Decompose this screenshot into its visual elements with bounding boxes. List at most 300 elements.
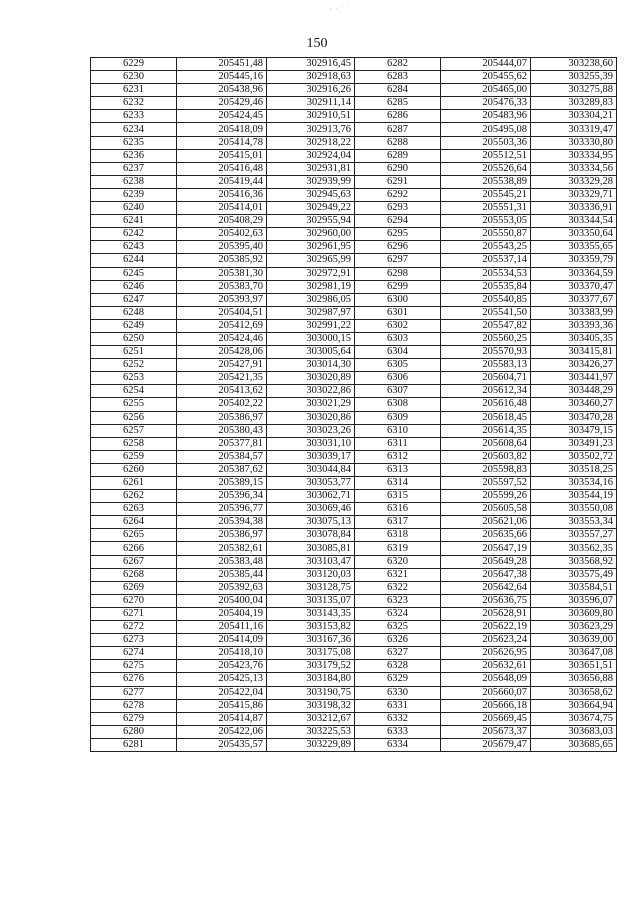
table-row (91, 136, 617, 149)
point-number-left: 6235 (91, 136, 177, 149)
point-number-right: 6332 (355, 712, 441, 725)
y-coordinate-left: 303022,86 (267, 385, 355, 398)
x-coordinate-right: 205649,28 (441, 555, 531, 568)
table-row (91, 568, 617, 581)
y-coordinate-right: 303383,99 (531, 306, 617, 319)
x-coordinate-right: 205512,51 (441, 149, 531, 162)
x-coordinate-right: 205614,35 (441, 424, 531, 437)
table-row (91, 424, 617, 437)
y-coordinate-right: 303370,47 (531, 280, 617, 293)
x-coordinate-right: 205616,48 (441, 398, 531, 411)
point-number-right: 6327 (355, 647, 441, 660)
table-row (91, 437, 617, 450)
table-row (91, 738, 617, 751)
y-coordinate-left: 302955,94 (267, 215, 355, 228)
y-coordinate-left: 303167,36 (267, 634, 355, 647)
x-coordinate-right: 205553,05 (441, 215, 531, 228)
x-coordinate-left: 205438,96 (177, 84, 267, 97)
y-coordinate-left: 302972,91 (267, 267, 355, 280)
point-number-right: 6304 (355, 346, 441, 359)
table-row (91, 188, 617, 201)
x-coordinate-left: 205435,57 (177, 738, 267, 751)
y-coordinate-right: 303460,27 (531, 398, 617, 411)
x-coordinate-left: 205413,62 (177, 385, 267, 398)
point-number-left: 6261 (91, 477, 177, 490)
table-row (91, 71, 617, 84)
y-coordinate-right: 303502,72 (531, 450, 617, 463)
y-coordinate-right: 303656,88 (531, 673, 617, 686)
point-number-left: 6250 (91, 332, 177, 345)
table-row (91, 503, 617, 516)
x-coordinate-right: 205660,07 (441, 686, 531, 699)
y-coordinate-left: 303044,84 (267, 463, 355, 476)
y-coordinate-right: 303364,59 (531, 267, 617, 280)
x-coordinate-left: 205415,01 (177, 149, 267, 162)
y-coordinate-right: 303674,75 (531, 712, 617, 725)
point-number-right: 6318 (355, 529, 441, 542)
x-coordinate-left: 205421,35 (177, 372, 267, 385)
y-coordinate-right: 303275,88 (531, 84, 617, 97)
point-number-right: 6307 (355, 385, 441, 398)
table-row (91, 215, 617, 228)
y-coordinate-right: 303544,19 (531, 490, 617, 503)
y-coordinate-left: 303190,75 (267, 686, 355, 699)
table-row (91, 346, 617, 359)
point-number-right: 6295 (355, 228, 441, 241)
y-coordinate-right: 303647,08 (531, 647, 617, 660)
table-row (91, 660, 617, 673)
x-coordinate-right: 205603,82 (441, 450, 531, 463)
point-number-left: 6272 (91, 621, 177, 634)
table-row (91, 241, 617, 254)
x-coordinate-right: 205612,34 (441, 385, 531, 398)
y-coordinate-right: 303518,25 (531, 463, 617, 476)
x-coordinate-left: 205385,92 (177, 254, 267, 267)
point-number-right: 6310 (355, 424, 441, 437)
table-row (91, 267, 617, 280)
point-number-right: 6311 (355, 437, 441, 450)
y-coordinate-right: 303584,51 (531, 581, 617, 594)
point-number-left: 6260 (91, 463, 177, 476)
point-number-left: 6270 (91, 594, 177, 607)
x-coordinate-left: 205395,40 (177, 241, 267, 254)
x-coordinate-left: 205384,57 (177, 450, 267, 463)
x-coordinate-left: 205424,46 (177, 332, 267, 345)
x-coordinate-left: 205402,63 (177, 228, 267, 241)
y-coordinate-left: 302991,22 (267, 319, 355, 332)
y-coordinate-right: 303441,97 (531, 372, 617, 385)
point-number-right: 6319 (355, 542, 441, 555)
y-coordinate-left: 303053,77 (267, 477, 355, 490)
table-row (91, 162, 617, 175)
y-coordinate-left: 303069,46 (267, 503, 355, 516)
point-number-left: 6240 (91, 202, 177, 215)
y-coordinate-right: 303557,27 (531, 529, 617, 542)
y-coordinate-left: 303103,47 (267, 555, 355, 568)
y-coordinate-left: 302965,99 (267, 254, 355, 267)
x-coordinate-right: 205608,64 (441, 437, 531, 450)
x-coordinate-left: 205429,46 (177, 97, 267, 110)
x-coordinate-left: 205414,09 (177, 634, 267, 647)
point-number-left: 6232 (91, 97, 177, 110)
x-coordinate-left: 205451,48 (177, 58, 267, 71)
point-number-left: 6242 (91, 228, 177, 241)
y-coordinate-left: 302986,05 (267, 293, 355, 306)
x-coordinate-left: 205416,48 (177, 162, 267, 175)
y-coordinate-right: 303639,00 (531, 634, 617, 647)
y-coordinate-left: 303179,52 (267, 660, 355, 673)
x-coordinate-right: 205583,13 (441, 359, 531, 372)
point-number-right: 6286 (355, 110, 441, 123)
point-number-left: 6247 (91, 293, 177, 306)
y-coordinate-right: 303491,23 (531, 437, 617, 450)
x-coordinate-left: 205381,30 (177, 267, 267, 280)
table-row (91, 712, 617, 725)
x-coordinate-left: 205404,51 (177, 306, 267, 319)
table-row (91, 542, 617, 555)
y-coordinate-left: 303135,07 (267, 594, 355, 607)
x-coordinate-left: 205418,10 (177, 647, 267, 660)
point-number-right: 6320 (355, 555, 441, 568)
x-coordinate-right: 205476,33 (441, 97, 531, 110)
y-coordinate-left: 303153,82 (267, 621, 355, 634)
x-coordinate-left: 205428,06 (177, 346, 267, 359)
point-number-left: 6280 (91, 725, 177, 738)
y-coordinate-right: 303377,67 (531, 293, 617, 306)
y-coordinate-left: 302913,76 (267, 123, 355, 136)
table-row (91, 411, 617, 424)
table-row (91, 477, 617, 490)
x-coordinate-left: 205419,44 (177, 175, 267, 188)
table-row (91, 306, 617, 319)
table-row (91, 725, 617, 738)
y-coordinate-right: 303550,08 (531, 503, 617, 516)
table-row (91, 398, 617, 411)
point-number-left: 6281 (91, 738, 177, 751)
point-number-right: 6325 (355, 621, 441, 634)
point-number-left: 6275 (91, 660, 177, 673)
point-number-right: 6331 (355, 699, 441, 712)
x-coordinate-left: 205416,36 (177, 188, 267, 201)
point-number-right: 6309 (355, 411, 441, 424)
point-number-right: 6312 (355, 450, 441, 463)
x-coordinate-right: 205628,91 (441, 607, 531, 620)
y-coordinate-right: 303596,07 (531, 594, 617, 607)
y-coordinate-right: 303562,35 (531, 542, 617, 555)
y-coordinate-left: 303143,35 (267, 607, 355, 620)
y-coordinate-left: 302939,99 (267, 175, 355, 188)
point-number-right: 6297 (355, 254, 441, 267)
y-coordinate-left: 302910,51 (267, 110, 355, 123)
x-coordinate-left: 205414,01 (177, 202, 267, 215)
point-number-right: 6330 (355, 686, 441, 699)
x-coordinate-right: 205543,25 (441, 241, 531, 254)
header-scan-mark: , . · · (330, 3, 351, 11)
point-number-right: 6321 (355, 568, 441, 581)
point-number-right: 6291 (355, 175, 441, 188)
y-coordinate-left: 303062,71 (267, 490, 355, 503)
point-number-right: 6313 (355, 463, 441, 476)
x-coordinate-left: 205414,78 (177, 136, 267, 149)
point-number-left: 6236 (91, 149, 177, 162)
y-coordinate-right: 303238,60 (531, 58, 617, 71)
y-coordinate-left: 303021,29 (267, 398, 355, 411)
coordinates-table (90, 57, 617, 752)
y-coordinate-right: 303350,64 (531, 228, 617, 241)
y-coordinate-left: 302961,95 (267, 241, 355, 254)
y-coordinate-left: 303229,89 (267, 738, 355, 751)
point-number-right: 6305 (355, 359, 441, 372)
table-row (91, 97, 617, 110)
table-row (91, 332, 617, 345)
x-coordinate-right: 205570,93 (441, 346, 531, 359)
y-coordinate-left: 302918,22 (267, 136, 355, 149)
point-number-right: 6290 (355, 162, 441, 175)
x-coordinate-left: 205380,43 (177, 424, 267, 437)
point-number-left: 6256 (91, 411, 177, 424)
x-coordinate-right: 205598,83 (441, 463, 531, 476)
y-coordinate-right: 303359,79 (531, 254, 617, 267)
x-coordinate-right: 205465,00 (441, 84, 531, 97)
point-number-left: 6265 (91, 529, 177, 542)
x-coordinate-right: 205673,37 (441, 725, 531, 738)
point-number-left: 6277 (91, 686, 177, 699)
y-coordinate-right: 303534,16 (531, 477, 617, 490)
page-number: 150 (306, 36, 328, 51)
point-number-right: 6328 (355, 660, 441, 673)
point-number-right: 6300 (355, 293, 441, 306)
x-coordinate-left: 205386,97 (177, 411, 267, 424)
x-coordinate-left: 205427,91 (177, 359, 267, 372)
point-number-right: 6292 (355, 188, 441, 201)
x-coordinate-right: 205538,89 (441, 175, 531, 188)
x-coordinate-right: 205666,18 (441, 699, 531, 712)
x-coordinate-right: 205541,50 (441, 306, 531, 319)
y-coordinate-right: 303329,28 (531, 175, 617, 188)
x-coordinate-right: 205597,52 (441, 477, 531, 490)
x-coordinate-left: 205383,70 (177, 280, 267, 293)
point-number-right: 6299 (355, 280, 441, 293)
y-coordinate-right: 303304,21 (531, 110, 617, 123)
x-coordinate-right: 205621,06 (441, 516, 531, 529)
point-number-left: 6264 (91, 516, 177, 529)
point-number-left: 6241 (91, 215, 177, 228)
x-coordinate-left: 205382,61 (177, 542, 267, 555)
point-number-right: 6322 (355, 581, 441, 594)
table-row (91, 555, 617, 568)
point-number-right: 6302 (355, 319, 441, 332)
x-coordinate-left: 205424,45 (177, 110, 267, 123)
table-row (91, 110, 617, 123)
y-coordinate-left: 302911,14 (267, 97, 355, 110)
point-number-right: 6315 (355, 490, 441, 503)
point-number-right: 6326 (355, 634, 441, 647)
point-number-left: 6258 (91, 437, 177, 450)
x-coordinate-left: 205393,97 (177, 293, 267, 306)
point-number-right: 6287 (355, 123, 441, 136)
y-coordinate-left: 303023,26 (267, 424, 355, 437)
x-coordinate-right: 205540,85 (441, 293, 531, 306)
x-coordinate-right: 205647,19 (441, 542, 531, 555)
point-number-right: 6289 (355, 149, 441, 162)
point-number-right: 6296 (355, 241, 441, 254)
y-coordinate-right: 303255,39 (531, 71, 617, 84)
x-coordinate-right: 205537,14 (441, 254, 531, 267)
x-coordinate-right: 205647,38 (441, 568, 531, 581)
x-coordinate-right: 205547,82 (441, 319, 531, 332)
x-coordinate-left: 205396,77 (177, 503, 267, 516)
y-coordinate-left: 303198,32 (267, 699, 355, 712)
y-coordinate-right: 303415,81 (531, 346, 617, 359)
x-coordinate-left: 205412,69 (177, 319, 267, 332)
y-coordinate-right: 303336,91 (531, 202, 617, 215)
x-coordinate-right: 205622,19 (441, 621, 531, 634)
table-row (91, 254, 617, 267)
table-row (91, 607, 617, 620)
x-coordinate-left: 205383,48 (177, 555, 267, 568)
x-coordinate-right: 205618,45 (441, 411, 531, 424)
point-number-left: 6266 (91, 542, 177, 555)
point-number-left: 6246 (91, 280, 177, 293)
x-coordinate-right: 205635,66 (441, 529, 531, 542)
y-coordinate-left: 302960,00 (267, 228, 355, 241)
y-coordinate-right: 303623,29 (531, 621, 617, 634)
point-number-left: 6274 (91, 647, 177, 660)
point-number-left: 6249 (91, 319, 177, 332)
y-coordinate-right: 303609,80 (531, 607, 617, 620)
point-number-right: 6314 (355, 477, 441, 490)
table-row (91, 149, 617, 162)
y-coordinate-right: 303334,95 (531, 149, 617, 162)
table-row (91, 84, 617, 97)
x-coordinate-right: 205503,36 (441, 136, 531, 149)
y-coordinate-right: 303553,34 (531, 516, 617, 529)
x-coordinate-left: 205392,63 (177, 581, 267, 594)
table-row (91, 594, 617, 607)
x-coordinate-right: 205483,96 (441, 110, 531, 123)
x-coordinate-left: 205445,16 (177, 71, 267, 84)
table-row (91, 463, 617, 476)
y-coordinate-right: 303568,92 (531, 555, 617, 568)
table-row (91, 490, 617, 503)
x-coordinate-right: 205534,53 (441, 267, 531, 280)
point-number-left: 6230 (91, 71, 177, 84)
x-coordinate-left: 205425,13 (177, 673, 267, 686)
x-coordinate-left: 205408,29 (177, 215, 267, 228)
table-row (91, 319, 617, 332)
x-coordinate-right: 205545,21 (441, 188, 531, 201)
x-coordinate-left: 205387,62 (177, 463, 267, 476)
point-number-right: 6329 (355, 673, 441, 686)
y-coordinate-right: 303289,83 (531, 97, 617, 110)
x-coordinate-right: 205550,87 (441, 228, 531, 241)
y-coordinate-left: 303020,86 (267, 411, 355, 424)
point-number-right: 6333 (355, 725, 441, 738)
y-coordinate-right: 303344,54 (531, 215, 617, 228)
table-row (91, 202, 617, 215)
y-coordinate-right: 303664,94 (531, 699, 617, 712)
point-number-left: 6268 (91, 568, 177, 581)
point-number-right: 6316 (355, 503, 441, 516)
point-number-left: 6271 (91, 607, 177, 620)
y-coordinate-right: 303330,80 (531, 136, 617, 149)
x-coordinate-left: 205400,04 (177, 594, 267, 607)
x-coordinate-left: 205422,06 (177, 725, 267, 738)
x-coordinate-right: 205632,61 (441, 660, 531, 673)
y-coordinate-left: 303031,10 (267, 437, 355, 450)
point-number-left: 6279 (91, 712, 177, 725)
table-row (91, 516, 617, 529)
x-coordinate-left: 205418,09 (177, 123, 267, 136)
point-number-left: 6254 (91, 385, 177, 398)
point-number-left: 6237 (91, 162, 177, 175)
point-number-left: 6257 (91, 424, 177, 437)
point-number-left: 6255 (91, 398, 177, 411)
x-coordinate-left: 205423,76 (177, 660, 267, 673)
y-coordinate-left: 302924,04 (267, 149, 355, 162)
x-coordinate-right: 205535,84 (441, 280, 531, 293)
point-number-left: 6269 (91, 581, 177, 594)
y-coordinate-left: 303128,75 (267, 581, 355, 594)
point-number-left: 6234 (91, 123, 177, 136)
x-coordinate-right: 205636,75 (441, 594, 531, 607)
point-number-left: 6245 (91, 267, 177, 280)
x-coordinate-right: 205669,45 (441, 712, 531, 725)
y-coordinate-right: 303470,28 (531, 411, 617, 424)
y-coordinate-left: 302981,19 (267, 280, 355, 293)
x-coordinate-left: 205414,87 (177, 712, 267, 725)
y-coordinate-left: 302945,63 (267, 188, 355, 201)
y-coordinate-right: 303651,51 (531, 660, 617, 673)
y-coordinate-right: 303355,65 (531, 241, 617, 254)
x-coordinate-right: 205444,07 (441, 58, 531, 71)
x-coordinate-left: 205386,97 (177, 529, 267, 542)
point-number-left: 6273 (91, 634, 177, 647)
y-coordinate-left: 303120,03 (267, 568, 355, 581)
point-number-left: 6252 (91, 359, 177, 372)
point-number-left: 6278 (91, 699, 177, 712)
x-coordinate-right: 205623,24 (441, 634, 531, 647)
point-number-right: 6306 (355, 372, 441, 385)
point-number-right: 6301 (355, 306, 441, 319)
table-row (91, 385, 617, 398)
table-row (91, 359, 617, 372)
y-coordinate-left: 303212,67 (267, 712, 355, 725)
x-coordinate-right: 205599,26 (441, 490, 531, 503)
x-coordinate-right: 205679,47 (441, 738, 531, 751)
x-coordinate-right: 205526,64 (441, 162, 531, 175)
coordinates-table-body (91, 58, 617, 752)
point-number-right: 6282 (355, 58, 441, 71)
x-coordinate-left: 205396,34 (177, 490, 267, 503)
table-row (91, 58, 617, 71)
y-coordinate-left: 303225,53 (267, 725, 355, 738)
y-coordinate-left: 303020,89 (267, 372, 355, 385)
point-number-right: 6294 (355, 215, 441, 228)
x-coordinate-right: 205605,58 (441, 503, 531, 516)
point-number-left: 6231 (91, 84, 177, 97)
point-number-left: 6259 (91, 450, 177, 463)
x-coordinate-left: 205394,38 (177, 516, 267, 529)
y-coordinate-left: 302918,63 (267, 71, 355, 84)
y-coordinate-left: 302949,22 (267, 202, 355, 215)
y-coordinate-left: 303078,84 (267, 529, 355, 542)
y-coordinate-right: 303658,62 (531, 686, 617, 699)
y-coordinate-left: 302916,45 (267, 58, 355, 71)
y-coordinate-left: 303075,13 (267, 516, 355, 529)
y-coordinate-right: 303575,49 (531, 568, 617, 581)
point-number-left: 6243 (91, 241, 177, 254)
